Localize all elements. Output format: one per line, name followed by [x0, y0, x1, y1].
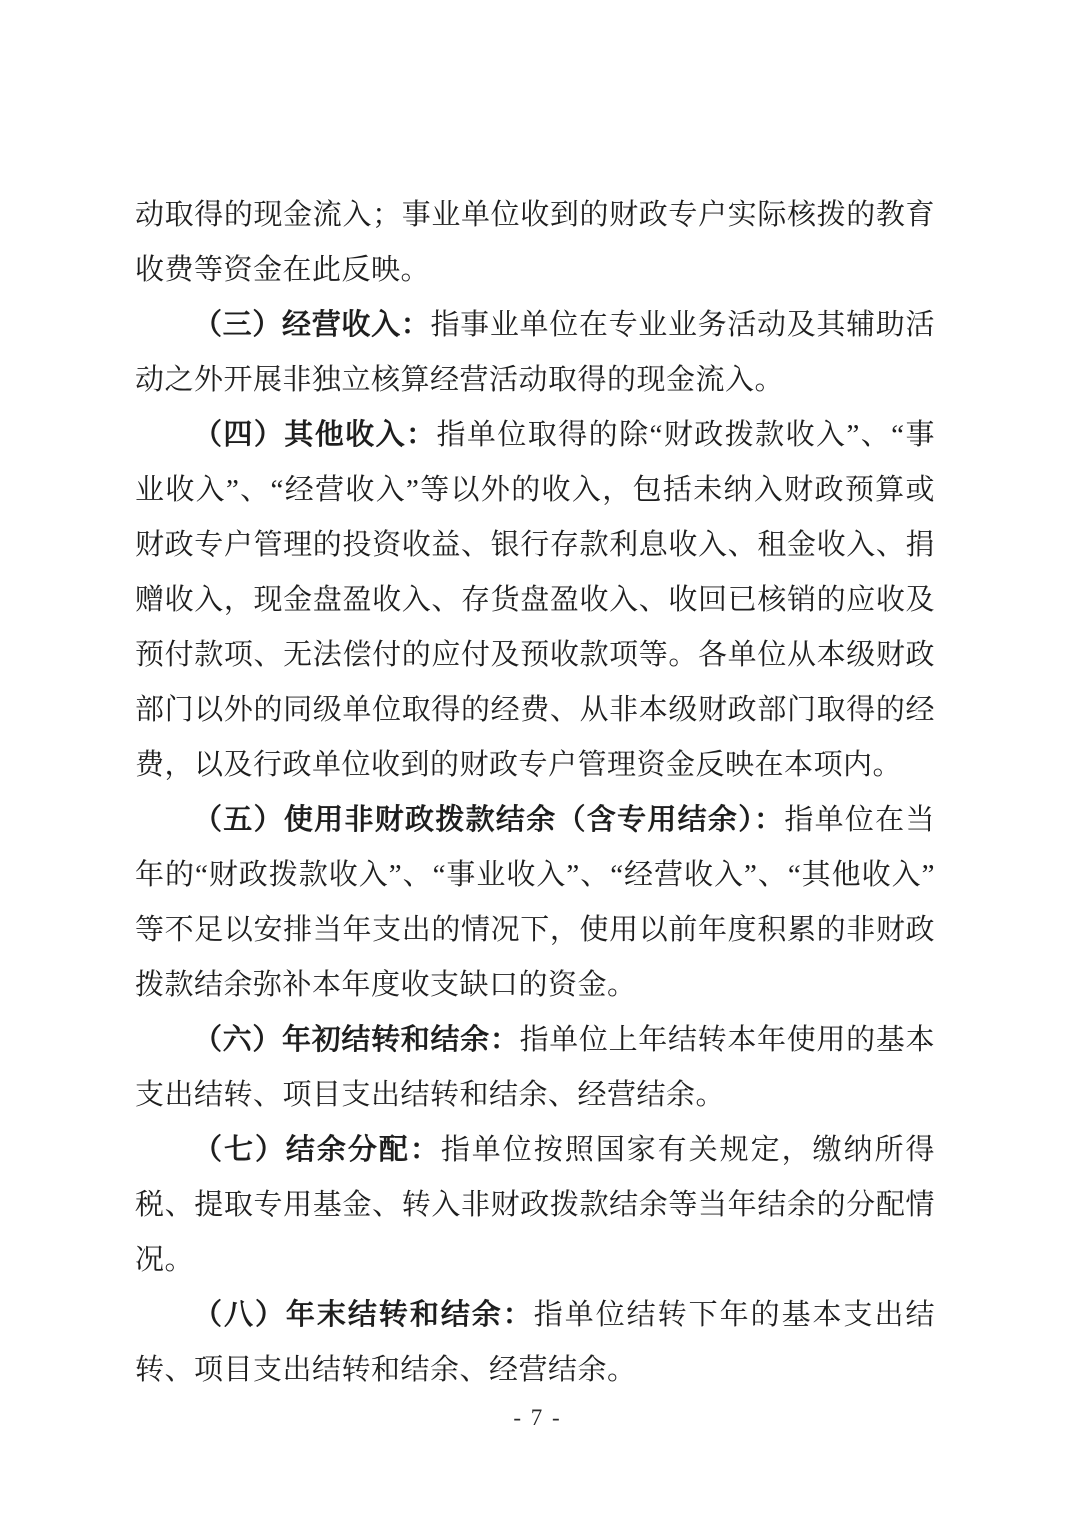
paragraph-heading: （七）结余分配：: [193, 1134, 441, 1166]
paragraph-heading: （六）年初结转和结余：: [193, 1024, 520, 1056]
paragraph-text: 动取得的现金流入；事业单位收到的财政专户实际核拨的教育收费等资金在此反映。: [135, 199, 935, 286]
paragraph: [135, 793, 935, 1013]
paragraph-text: 指事业单位在专业业务活动及其辅助活动之外开展非独立核算经营活动取得的现金流入。: [135, 309, 935, 396]
paragraph-heading: （三）经营收入：: [193, 309, 431, 341]
paragraph: [135, 408, 935, 793]
paragraph: [135, 1288, 935, 1398]
paragraph-text: 指单位上年结转本年使用的基本支出结转、项目支出结转和结余、经营结余。: [135, 1024, 935, 1111]
paragraph-text: 指单位结转下年的基本支出结转、项目支出结转和结余、经营结余。: [135, 1299, 935, 1386]
paragraph-text: 指单位在当年的“财政拨款收入”、“事业收入”、“经营收入”、“其他收入”等不足以安排当年支出的情况下，使用以前年度积累的非财政拨款结余弥补本年度收支缺口的资金。: [135, 804, 935, 1001]
paragraph-text: 指单位按照国家有关规定，缴纳所得税、提取专用基金、转入非财政拨款结余等当年结余的分配情况。: [135, 1134, 935, 1276]
page-number: - 7 -: [513, 1405, 562, 1430]
paragraph-text: 指单位取得的除“财政拨款收入”、“事业收入”、“经营收入”等以外的收入，包括未纳入财政预算或财政专户管理的投资收益、银行存款利息收入、租金收入、捐赠收入，现金盘盈收入、存货盘盈收入、收回已核销的应收及预付款项、无法偿付的应付及预收款项等。各单位从本级财政部门以外的同级单位取得的经费、从非本级财政部门取得的经费，以及行政单位收到的财政专户管理资金反映在本项内。: [135, 419, 935, 781]
document-body: [135, 188, 935, 1398]
paragraph: [135, 298, 935, 408]
paragraph-heading: （五）使用非财政拨款结余（含专用结余）：: [193, 804, 785, 836]
paragraph: [135, 188, 935, 298]
paragraph: [135, 1123, 935, 1288]
paragraph-heading: （四）其他收入：: [193, 419, 437, 451]
paragraph-heading: （八）年末结转和结余：: [193, 1299, 534, 1331]
paragraph: [135, 1013, 935, 1123]
